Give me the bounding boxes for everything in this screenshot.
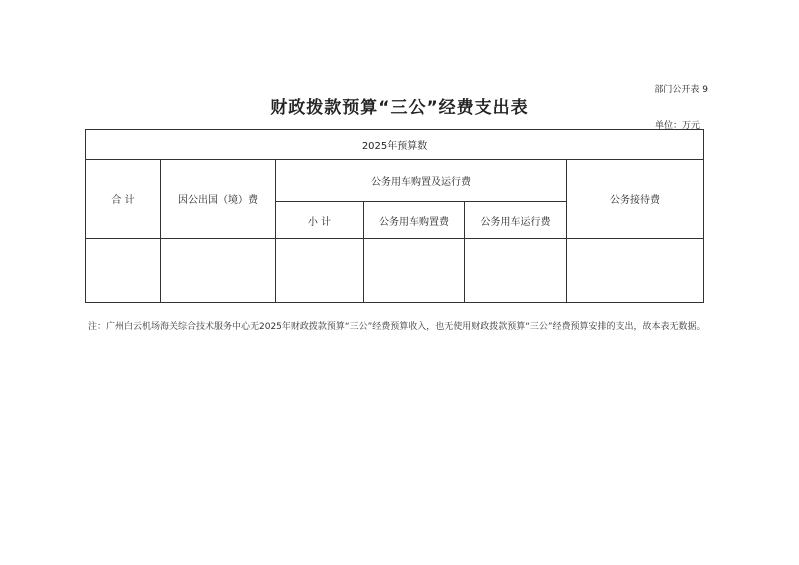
value-reception xyxy=(567,238,704,302)
header-vehicle-group: 公务用车购置及运行费 xyxy=(276,160,567,202)
header-vehicle-purchase: 公务用车购置费 xyxy=(364,202,465,238)
header-overseas: 因公出国（境）费 xyxy=(161,160,276,238)
header-subtotal: 小 计 xyxy=(276,202,364,238)
header-total: 合 计 xyxy=(86,160,161,238)
unit-label: 单位：万元 xyxy=(654,121,700,131)
footnote: 注：广州白云机场海关综合技术服务中心无2025年财政拨款预算“三公”经费预算收入，也无使用财政拨款预算“三公”经费预算安排的支出，故本表无数据。 xyxy=(88,322,706,332)
header-reception: 公务接待费 xyxy=(567,160,704,238)
value-overseas xyxy=(161,238,276,302)
budget-table xyxy=(85,129,704,303)
value-vehicle-operation xyxy=(465,238,567,302)
header-vehicle-operation: 公务用车运行费 xyxy=(465,202,567,238)
year-header: 2025年预算数 xyxy=(86,130,704,160)
value-total xyxy=(86,238,161,302)
page-title: 财政拨款预算“三公”经费支出表 xyxy=(270,98,529,118)
value-vehicle-purchase xyxy=(364,238,465,302)
form-number: 部门公开表 9 xyxy=(654,85,708,95)
table-row xyxy=(86,238,704,302)
value-subtotal xyxy=(276,238,364,302)
